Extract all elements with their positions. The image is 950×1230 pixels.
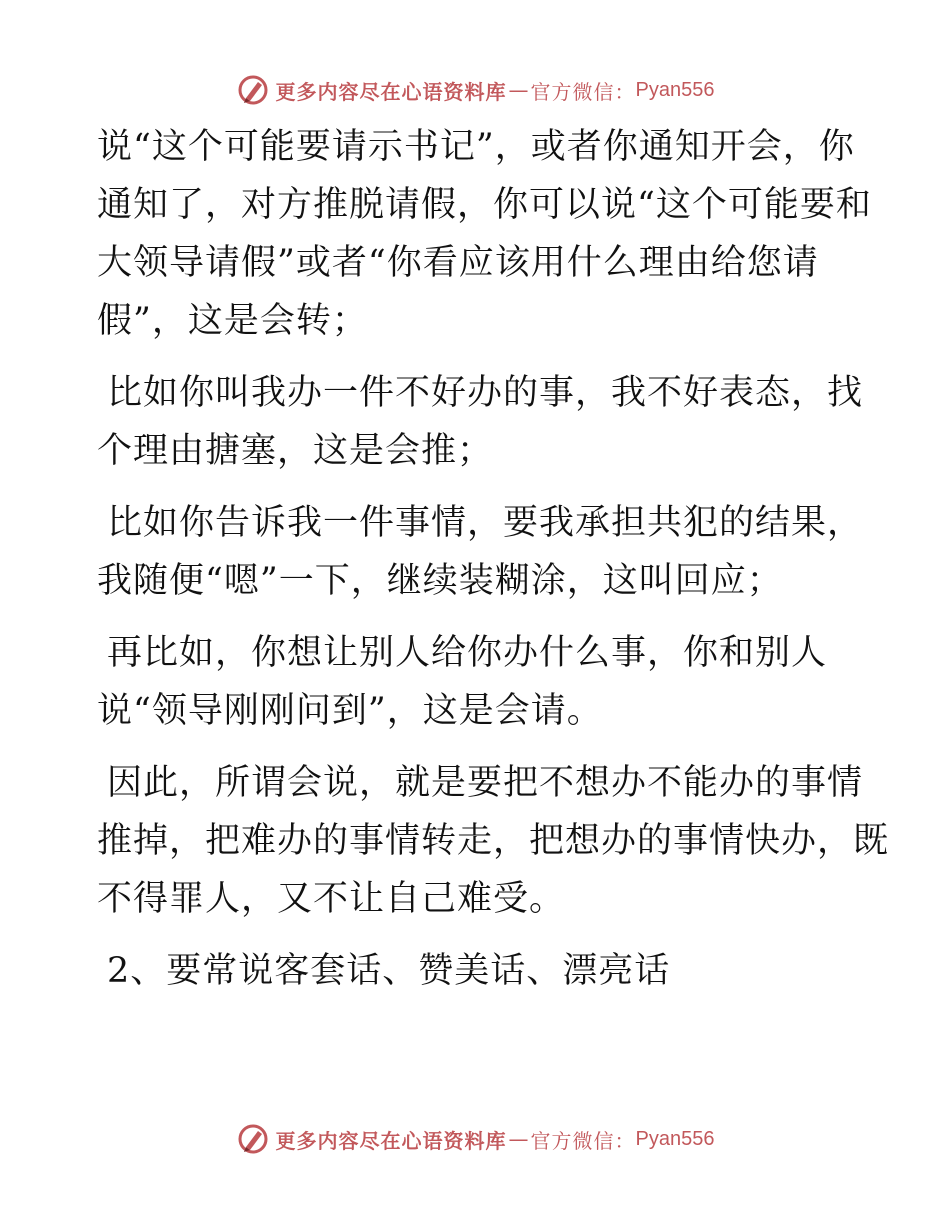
paragraph xyxy=(97,118,872,350)
watermark-wechat-id: Pyan556 xyxy=(635,78,715,101)
watermark-wechat-label: 官方微信： xyxy=(530,1128,636,1153)
pen-logo-icon xyxy=(236,73,270,107)
header-watermark xyxy=(0,70,950,110)
text-line: 假”，这是会转； xyxy=(97,301,368,341)
text-line: 再比如，你想让别人给你办什么事，你和别人 xyxy=(107,633,828,673)
text-line: 不得罪人，又不让自己难受。 xyxy=(97,879,566,919)
text-line: 说“这个可能要请示书记”，或者你通知开会，你 xyxy=(97,127,855,167)
footer-watermark xyxy=(0,1119,950,1159)
text-line: 通知了，对方推脱请假，你可以说“这个可能要和 xyxy=(97,185,872,225)
paragraph xyxy=(97,364,864,480)
watermark-wechat-id: Pyan556 xyxy=(635,1127,715,1150)
text-line: 大领导请假”或者“你看应该用什么理由给您请 xyxy=(97,243,819,283)
paragraph xyxy=(97,624,857,740)
watermark-main-text: 更多内容尽在心语资料库 xyxy=(275,1128,507,1153)
paragraph xyxy=(97,754,890,928)
paragraph xyxy=(97,494,864,610)
text-line: 个理由搪塞，这是会推； xyxy=(97,431,494,471)
document-body xyxy=(97,118,890,1000)
text-line: 我随便“嗯”一下，继续装糊涂，这叫回应； xyxy=(97,561,783,601)
pen-logo-icon xyxy=(236,1122,270,1156)
text-line: 因此，所谓会说，就是要把不想办不能办的事情 xyxy=(107,763,864,803)
text-line: 说“领导刚刚问到”，这是会请。 xyxy=(97,691,603,731)
watermark-separator: — xyxy=(508,1127,529,1151)
text-line: 比如你告诉我一件事情，要我承担共犯的结果， xyxy=(107,503,864,543)
section-heading xyxy=(97,942,857,1000)
watermark-main-text: 更多内容尽在心语资料库 xyxy=(275,79,507,104)
text-line: 比如你叫我办一件不好办的事，我不好表态，找 xyxy=(107,373,864,413)
watermark-separator: — xyxy=(508,78,529,102)
text-line: 2、要常说客套话、赞美话、漂亮话 xyxy=(107,951,671,991)
text-line: 推掉，把难办的事情转走，把想办的事情快办，既 xyxy=(97,821,890,861)
watermark-wechat-label: 官方微信： xyxy=(530,79,636,104)
